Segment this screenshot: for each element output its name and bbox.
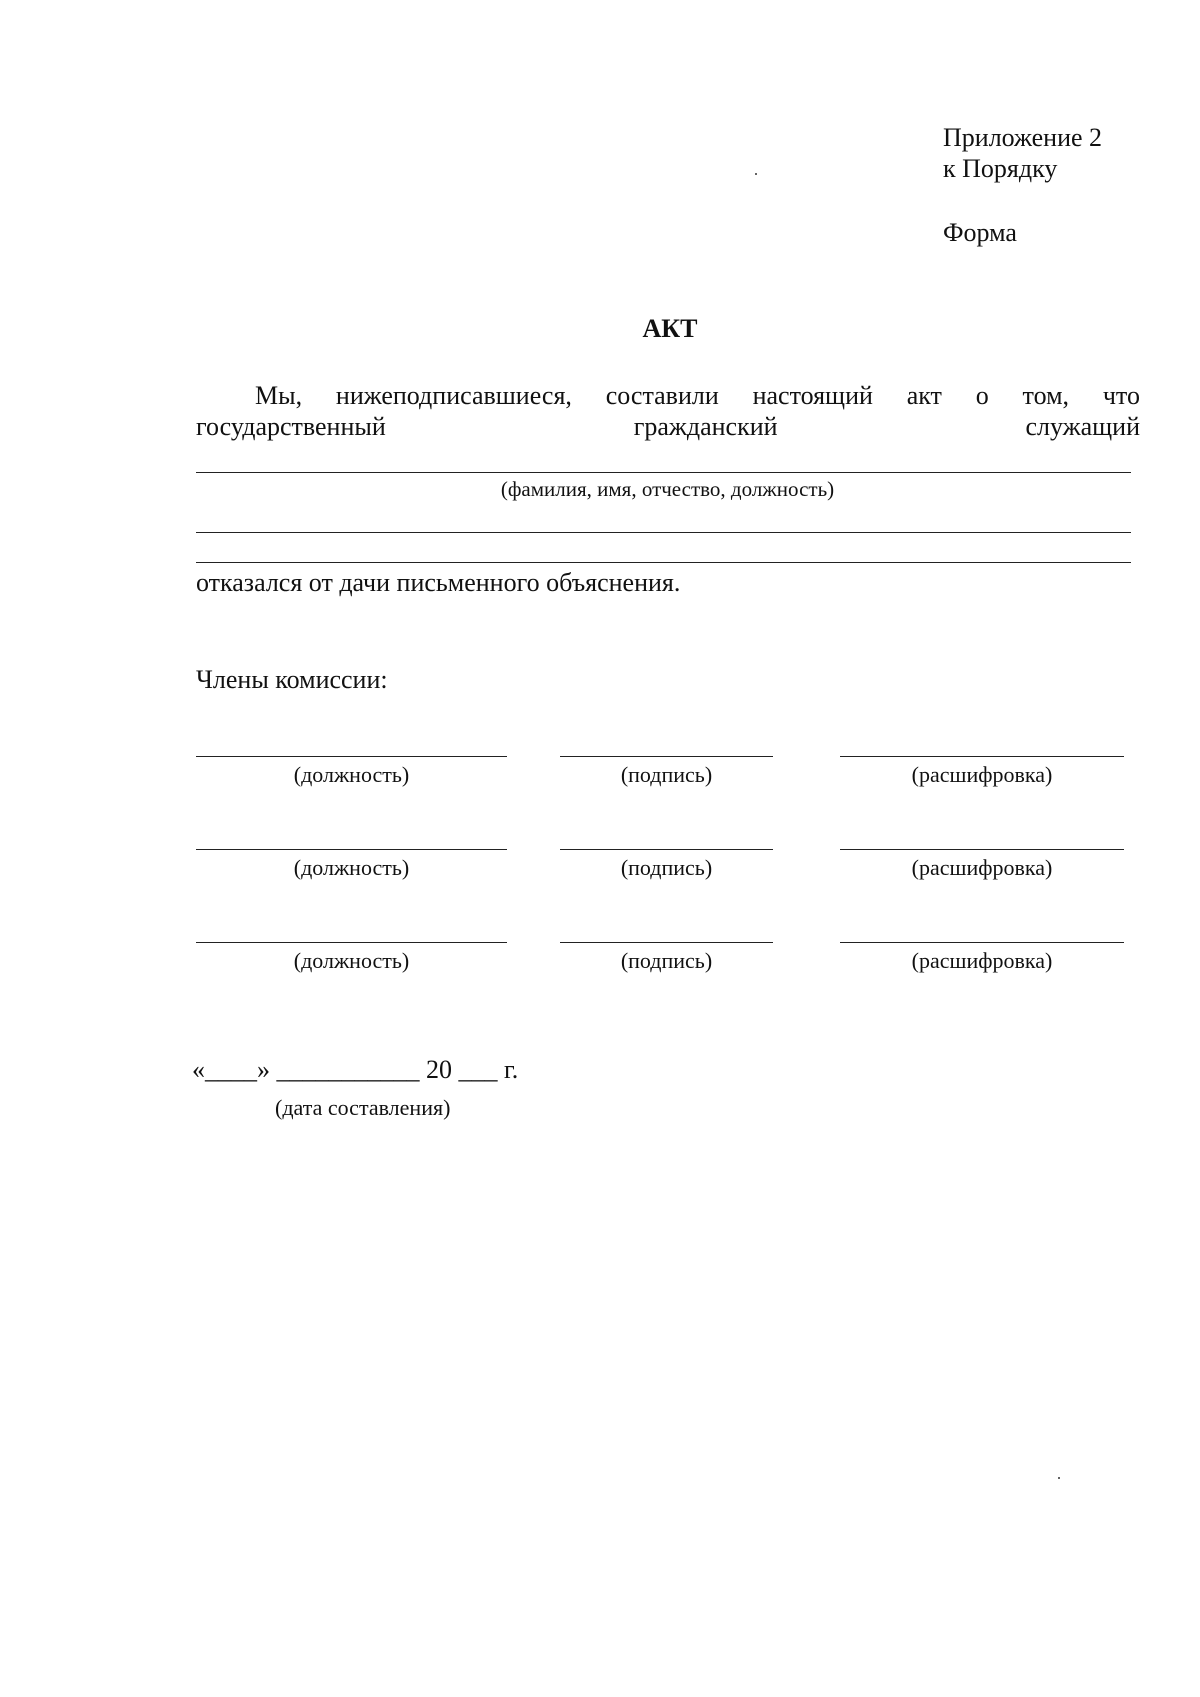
signature-line bbox=[560, 942, 773, 943]
appendix-number: Приложение 2 bbox=[943, 123, 1103, 152]
decoding-line bbox=[840, 849, 1124, 850]
date-year-prefix: 20 bbox=[426, 1055, 452, 1084]
signature-caption: (подпись) bbox=[620, 762, 713, 787]
position-caption: (должность) bbox=[293, 762, 410, 787]
intro-word: о bbox=[975, 381, 989, 410]
employee-caption: (фамилия, имя, отчество, должность) bbox=[500, 477, 835, 501]
intro-word: что bbox=[1102, 381, 1140, 410]
employee-name-line bbox=[196, 472, 1131, 473]
employee-extra-line-1 bbox=[196, 532, 1131, 533]
decoding-caption: (расшифровка) bbox=[911, 948, 1053, 973]
decoding-line bbox=[840, 756, 1124, 757]
date-year-blank: ___ bbox=[458, 1055, 498, 1084]
intro-line-2 bbox=[196, 411, 1140, 442]
signature-caption: (подпись) bbox=[620, 948, 713, 973]
date-close-quote: » bbox=[257, 1055, 270, 1084]
commission-label: Члены комиссии: bbox=[196, 665, 388, 694]
decoding-line bbox=[840, 942, 1124, 943]
date-caption: (дата составления) bbox=[275, 1095, 451, 1120]
decoding-caption: (расшифровка) bbox=[911, 855, 1053, 880]
form-label: Форма bbox=[943, 218, 1017, 247]
intro-paragraph bbox=[196, 380, 1140, 442]
position-line bbox=[196, 942, 507, 943]
position-line bbox=[196, 756, 507, 757]
date-day-blank: ____ bbox=[205, 1055, 257, 1084]
signature-line bbox=[560, 756, 773, 757]
scan-speck bbox=[755, 173, 757, 175]
date-year-suffix: г. bbox=[504, 1055, 519, 1084]
intro-word: служащий bbox=[1025, 412, 1140, 441]
document-title: АКТ bbox=[642, 314, 698, 343]
intro-word: Мы, bbox=[255, 381, 303, 410]
intro-word: государственный bbox=[196, 412, 386, 441]
date-line bbox=[192, 1055, 518, 1085]
position-line bbox=[196, 849, 507, 850]
appendix-target: к Порядку bbox=[943, 154, 1058, 183]
signature-caption: (подпись) bbox=[620, 855, 713, 880]
signature-line bbox=[560, 849, 773, 850]
employee-extra-line-2 bbox=[196, 562, 1131, 563]
position-caption: (должность) bbox=[293, 948, 410, 973]
appendix-reference bbox=[943, 122, 1102, 184]
date-month-blank: ___________ bbox=[276, 1055, 420, 1084]
intro-word: настоящий bbox=[752, 381, 873, 410]
intro-word: акт bbox=[906, 381, 942, 410]
scan-speck bbox=[1058, 1477, 1060, 1479]
intro-word: составили bbox=[605, 381, 719, 410]
position-caption: (должность) bbox=[293, 855, 410, 880]
intro-word: нижеподписавшиеся, bbox=[335, 381, 572, 410]
date-open-quote: « bbox=[192, 1055, 205, 1084]
decoding-caption: (расшифровка) bbox=[911, 762, 1053, 787]
intro-word: том, bbox=[1022, 381, 1070, 410]
refusal-text: отказался от дачи письменного объяснения. bbox=[196, 568, 681, 597]
intro-word: гражданский bbox=[633, 412, 778, 441]
intro-line-1 bbox=[196, 380, 1140, 411]
